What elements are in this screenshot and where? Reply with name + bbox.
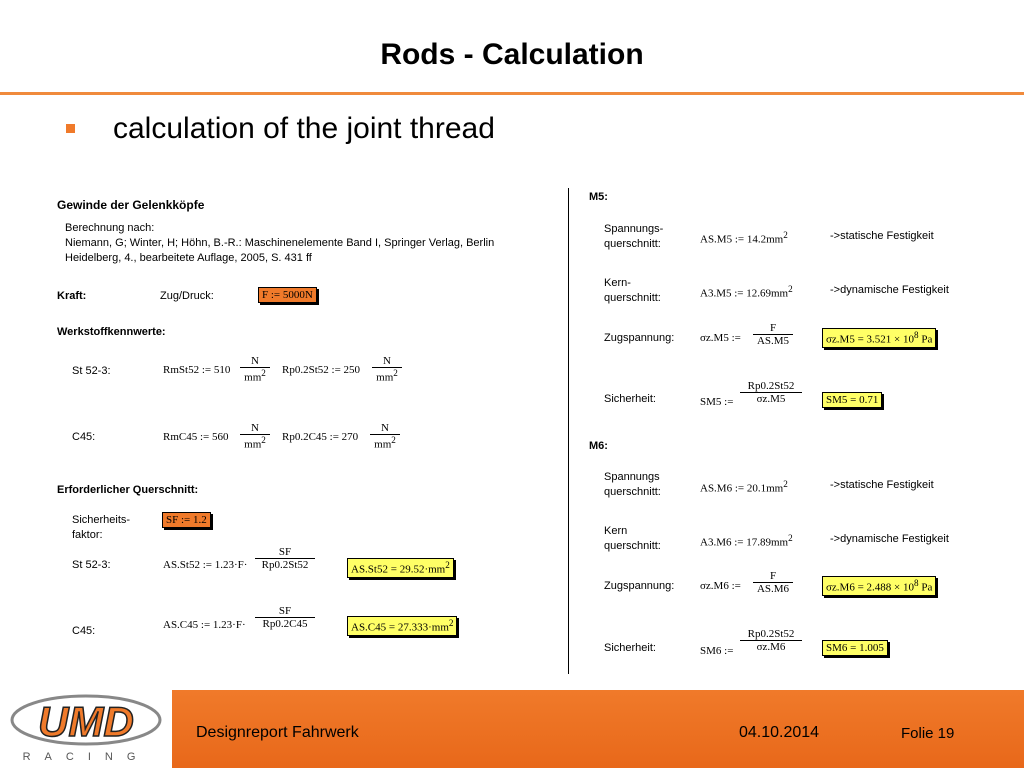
m6-sich-den: σz.M6 (756, 641, 786, 653)
zugdruck-label: Zug/Druck: (160, 290, 214, 302)
m5-kern-note: ->dynamische Festigkeit (830, 284, 949, 296)
m5-kern-label-2: querschnitt: (604, 292, 661, 304)
exp-2: 2 (783, 479, 788, 489)
footer-date: 04.10.2014 (739, 724, 820, 741)
m6-zug-den: AS.M6 (756, 583, 790, 595)
m5-zug-fraction (753, 322, 793, 347)
m5-span-label-2: querschnitt: (604, 238, 661, 250)
m5-span-label-1: Spannungs- (604, 223, 664, 235)
unit-mm: mm (376, 371, 394, 384)
umd-racing-logo (8, 690, 164, 762)
c45-rp-unit (370, 422, 400, 451)
m6-zug-label: Zugspannung: (604, 580, 675, 592)
left-heading: Gewinde der Gelenkköpfe (57, 198, 205, 212)
m5-zug-num: F (753, 322, 793, 335)
m5-span-text: AS.M5 := 14.2mm (700, 233, 784, 246)
unit-mm: mm (374, 438, 392, 451)
st52-rp-unit (372, 355, 402, 384)
m5-sich-result: SM5 = 0.71 (822, 392, 882, 408)
m6-kern-text: A3.M6 := 17.89mm (700, 536, 789, 549)
unit-n: N (240, 355, 270, 368)
column-divider (568, 188, 569, 674)
m5-sich-num: Rp0.2St52 (740, 380, 802, 393)
c45-rm-expr: RmC45 := 560 (163, 431, 229, 443)
m5-zug-exp: 8 (914, 330, 919, 340)
logo-racing-text: RACING (22, 751, 150, 762)
m5-sich-fraction (740, 380, 802, 405)
st52-rm-expr: RmSt52 := 510 (163, 364, 231, 376)
m6-zug-expr: σz.M6 := (700, 580, 741, 592)
c45-q-label: C45: (72, 625, 96, 637)
werkstoff-label: Werkstoffkennwerte: (57, 326, 166, 338)
m5-zug-label: Zugspannung: (604, 332, 675, 344)
ref-line-2: Niemann, G; Winter, H; Höhn, B.-R.: Maschinenelemente Band I, Springer Verlag, Berlin (65, 237, 495, 249)
m6-kern-note: ->dynamische Festigkeit (830, 533, 949, 545)
m5-sich-label: Sicherheit: (604, 393, 656, 405)
st52-rp-expr: Rp0.2St52 := 250 (282, 364, 361, 376)
m6-sich-expr: SM6 := (700, 645, 734, 657)
c45-q-num: SF (255, 605, 315, 618)
m6-sich-fraction (740, 628, 802, 653)
m5-kern-label-1: Kern- (604, 277, 631, 289)
st52-q-num: SF (255, 546, 315, 559)
unit-exp: 2 (261, 435, 266, 445)
st52-rm-unit (240, 355, 270, 384)
exp-2: 2 (788, 533, 793, 543)
m6-span-expr (700, 479, 788, 495)
c45-q-expr: AS.C45 := 1.23·F· (163, 619, 246, 631)
st52-q-result-text: AS.St52 = 29.52·mm (351, 563, 446, 576)
footer-slide-number: Folie 19 (901, 725, 955, 742)
c45-rm-unit (240, 422, 270, 451)
ref-line-1: Berechnung nach: (65, 222, 155, 234)
m6-kern-label-1: Kern (604, 525, 628, 537)
m6-sich-label: Sicherheit: (604, 642, 656, 654)
m6-span-label-2: querschnitt: (604, 486, 661, 498)
st52-q-result (347, 558, 454, 578)
c45-q-result-text: AS.C45 = 27.333·mm (351, 621, 449, 634)
st52-q-fraction (255, 546, 315, 571)
m5-zug-unit: Pa (921, 333, 933, 346)
m5-kern-expr (700, 284, 793, 300)
m5-zug-expr: σz.M5 := (700, 332, 741, 344)
m6-zug-result-text: σz.M6 = 2.488 × 10 (826, 581, 914, 594)
m5-sich-expr: SM5 := (700, 396, 734, 408)
m6-sich-num: Rp0.2St52 (740, 628, 802, 641)
m5-zug-result-text: σz.M5 = 3.521 × 10 (826, 333, 914, 346)
sicherheit-label-1: Sicherheits- (72, 514, 131, 526)
unit-n: N (370, 422, 400, 435)
m5-sich-den: σz.M5 (756, 393, 786, 405)
unit-n: N (240, 422, 270, 435)
m5-heading: M5: (589, 191, 608, 203)
m6-span-text: AS.M6 := 20.1mm (700, 482, 784, 495)
m5-span-note: ->statische Festigkeit (830, 230, 934, 242)
logo-graphic (8, 690, 164, 762)
querschnitt-label: Erforderlicher Querschnitt: (57, 484, 199, 496)
kraft-value: F := 5000N (258, 287, 317, 303)
footer-report: Designreport Fahrwerk (196, 724, 359, 741)
st52-label: St 52-3: (72, 365, 111, 377)
m5-zug-den: AS.M5 (756, 335, 790, 347)
unit-exp: 2 (391, 435, 396, 445)
m6-zug-exp: 8 (914, 578, 919, 588)
bullet-text: calculation of the joint thread (113, 112, 495, 145)
sf-value: SF := 1.2 (162, 512, 211, 528)
m5-zug-result (822, 328, 936, 348)
exp-2: 2 (445, 560, 450, 570)
unit-exp: 2 (261, 368, 266, 378)
c45-q-den: Rp0.2C45 (262, 618, 308, 630)
slide-title: Rods - Calculation (380, 38, 644, 71)
c45-rp-expr: Rp0.2C45 := 270 (282, 431, 359, 443)
st52-q-den: Rp0.2St52 (261, 559, 309, 571)
unit-mm: mm (244, 371, 262, 384)
exp-2: 2 (448, 618, 454, 628)
ref-line-3: Heidelberg, 4., bearbeitete Auflage, 2005, S. 431 ff (65, 252, 312, 264)
sicherheit-label-2: faktor: (72, 529, 103, 541)
m6-span-note: ->statische Festigkeit (830, 479, 934, 491)
c45-q-result (347, 616, 457, 636)
m6-zug-num: F (753, 570, 793, 583)
title-divider (0, 92, 1024, 95)
m6-zug-fraction (753, 570, 793, 595)
m6-heading: M6: (589, 440, 608, 452)
st52-q-label: St 52-3: (72, 559, 111, 571)
m6-zug-unit: Pa (921, 581, 933, 594)
m6-sich-result: SM6 = 1.005 (822, 640, 888, 656)
m5-span-expr (700, 230, 788, 246)
m6-zug-result (822, 576, 936, 596)
unit-mm: mm (244, 438, 262, 451)
m6-kern-expr (700, 533, 793, 549)
m6-span-label-1: Spannungs (604, 471, 660, 483)
bullet-square-icon (66, 124, 75, 133)
exp-2: 2 (788, 284, 793, 294)
c45-label: C45: (72, 431, 96, 443)
exp-2: 2 (783, 230, 788, 240)
logo-umd-text: UMD (38, 698, 134, 745)
c45-q-fraction (255, 605, 315, 630)
m6-kern-label-2: querschnitt: (604, 540, 661, 552)
kraft-label: Kraft: (57, 290, 87, 302)
unit-exp: 2 (393, 368, 398, 378)
st52-q-expr: AS.St52 := 1.23·F· (163, 559, 248, 571)
m5-kern-text: A3.M5 := 12.69mm (700, 287, 789, 300)
unit-n: N (372, 355, 402, 368)
